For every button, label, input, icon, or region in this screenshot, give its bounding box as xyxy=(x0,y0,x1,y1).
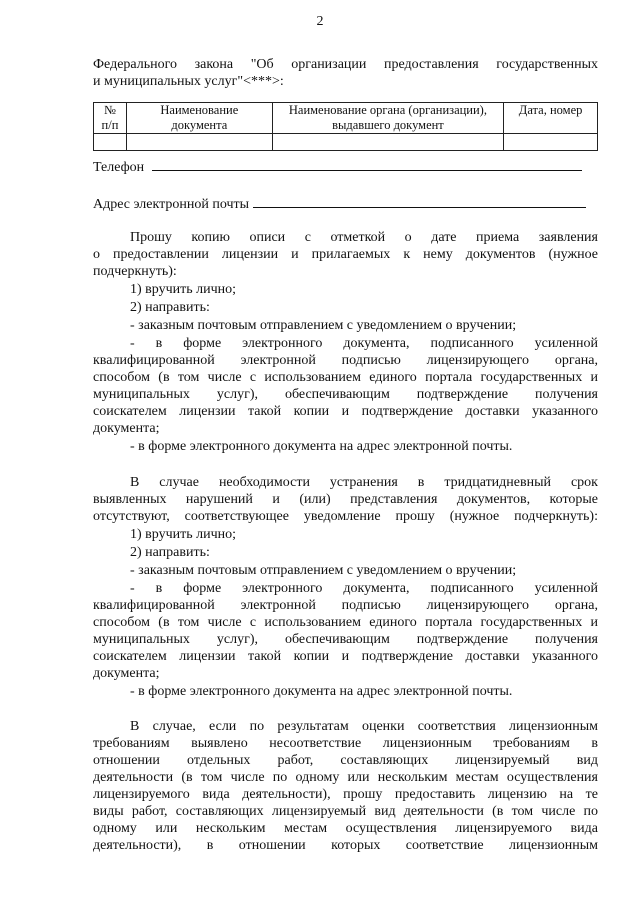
email-label: Адрес электронной почты xyxy=(93,197,250,212)
text-line: способом (в том числе с использованием единого портала государственных и xyxy=(93,615,598,630)
text-line: деятельности (в том числе по одному или нескольким местам осуществления xyxy=(93,770,598,785)
text-line: - в форме электронного документа на адрес электронной почты. xyxy=(130,439,513,454)
table-header-cell: № п/п xyxy=(94,103,127,134)
text-line: 1) вручить лично; xyxy=(130,527,237,542)
text-line: выявленных нарушений и (или) представления документов, которые xyxy=(93,492,598,507)
email-field[interactable] xyxy=(253,195,586,208)
email-row xyxy=(93,195,598,213)
text-line: муниципальных услуг), обеспечивающим подтверждение получения xyxy=(93,632,598,647)
text-line: 1) вручить лично; xyxy=(130,282,237,297)
table-header-row xyxy=(94,103,598,134)
text-line: виды работ, составляющих лицензируемый вид деятельности (в том числе по xyxy=(93,804,598,819)
phone-field[interactable] xyxy=(152,158,582,171)
text-line: - в форме электронного документа, подписанного усиленной xyxy=(130,336,598,351)
table-header-cell: Наименование органа (организации), выдавшего документ xyxy=(272,103,503,134)
text-line: соискателем лицензии такой копии и подтверждение доставки указанного xyxy=(93,404,598,419)
text-line: подчеркнуть): xyxy=(93,264,177,279)
text-line: документа; xyxy=(93,666,160,681)
text-line: Прошу копию описи с отметкой о дате приема заявления xyxy=(130,230,598,245)
text-line: - в форме электронного документа на адрес электронной почты. xyxy=(130,684,513,699)
text-line: деятельности), в отношении которых соответствие лицензионным xyxy=(93,838,598,853)
text-line: В случае необходимости устранения в тридцатидневный срок xyxy=(130,475,598,490)
text-line: - в форме электронного документа, подписанного усиленной xyxy=(130,581,598,596)
phone-row xyxy=(93,158,598,176)
text-line: отношении отдельных работ, составляющих лицензируемый вид xyxy=(93,753,598,768)
header-line-1: Федерального закона "Об организации предоставления государственных xyxy=(93,57,598,72)
text-line: квалифицированной электронной подписью лицензирующего органа, xyxy=(93,598,598,613)
text-line: соискателем лицензии такой копии и подтверждение доставки указанного xyxy=(93,649,598,664)
text-line: требованиям выявлено несоответствие лицензионным требованиям в xyxy=(93,736,598,751)
text-line: муниципальных услуг), обеспечивающим подтверждение получения xyxy=(93,387,598,402)
text-line: одному или нескольким местам осуществления лицензируемого вида xyxy=(93,821,598,836)
table-cell[interactable] xyxy=(504,134,598,151)
table-cell[interactable] xyxy=(94,134,127,151)
text-line: о предоставлении лицензии и прилагаемых к нему документов (нужное xyxy=(93,247,598,262)
text-line: способом (в том числе с использованием единого портала государственных и xyxy=(93,370,598,385)
text-line: 2) направить: xyxy=(130,545,210,560)
text-line: квалифицированной электронной подписью лицензирующего органа, xyxy=(93,353,598,368)
text-line: отсутствуют, соответствующее уведомление прошу (нужное подчеркнуть): xyxy=(93,509,598,524)
text-line: 2) направить: xyxy=(130,300,210,315)
text-line: лицензируемого вида деятельности), прошу предоставить лицензию на те xyxy=(93,787,598,802)
text-line: документа; xyxy=(93,421,160,436)
page-number: 2 xyxy=(316,14,324,29)
table-header-cell: Дата, номер xyxy=(504,103,598,134)
text-line: В случае, если по результатам оценки соответствия лицензионным xyxy=(130,719,598,734)
text-line: - заказным почтовым отправлением с уведомлением о вручении; xyxy=(130,318,517,333)
table-row xyxy=(94,134,598,151)
header-line-2: и муниципальных услуг"<***>: xyxy=(93,74,284,89)
text-line: - заказным почтовым отправлением с уведомлением о вручении; xyxy=(130,563,517,578)
documents-table xyxy=(93,102,598,151)
table-cell[interactable] xyxy=(126,134,272,151)
table-cell[interactable] xyxy=(272,134,503,151)
table-header-cell: Наименование документа xyxy=(126,103,272,134)
phone-label: Телефон xyxy=(93,160,145,175)
